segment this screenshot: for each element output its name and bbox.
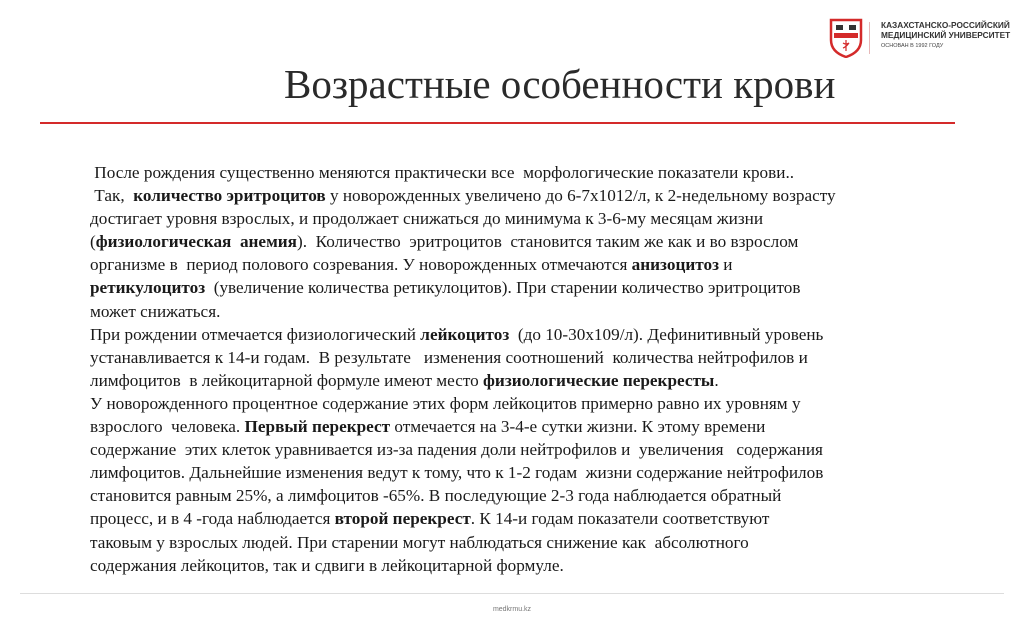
text-segment: лимфоцитов. Дальнейшие изменения ведут к тому, что к 1-2 годам жизни содержание нейтрофилов [90, 463, 824, 483]
text-segment: таковым у взрослых людей. При старении могут наблюдаться снижение как абсолютного [90, 532, 749, 552]
bold-term: ретикулоцитоз [90, 278, 206, 298]
text-line [90, 392, 836, 415]
text-segment: достигает уровня взрослых, и продолжает снижаться до минимума к 3-6-му месяцам жизни [90, 209, 764, 229]
text-segment: . [714, 370, 719, 390]
slide-title: Возрастные особенности крови [284, 61, 836, 107]
text-segment: взрослого человека. [90, 417, 245, 437]
bold-term: физиологические перекресты [483, 370, 715, 390]
title-underline [40, 122, 955, 124]
footer-url: medkrmu.kz [492, 606, 532, 613]
university-founded: ОСНОВАН В 1992 ГОДУ [881, 43, 944, 49]
text-line [90, 438, 836, 461]
text-segment: и [718, 255, 733, 275]
text-line [90, 230, 836, 253]
text-line [90, 253, 836, 276]
bold-term: лейкоцитоз [420, 324, 510, 344]
text-segment: (увеличение количества ретикулоцитов). При старении количество эритроцитов [205, 278, 801, 298]
text-segment: содержание этих клеток уравнивается из-за падения доли нейтрофилов и увеличения содержания [90, 440, 823, 460]
text-segment: устанавливается к 14-и годам. В результате изменения соотношений количества нейтрофилов и [90, 347, 808, 367]
text-line [90, 346, 836, 369]
university-name-line2: МЕДИЦИНСКИЙ УНИВЕРСИТЕТ [881, 29, 1011, 40]
text-segment: лимфоцитов в лейкоцитарной формуле имеют место [90, 370, 484, 390]
text-segment: Так, [90, 186, 134, 206]
text-segment: (до 10-30х109/л). Дефинитивный уровень [509, 324, 824, 344]
text-segment: может снижаться. [90, 301, 221, 321]
text-line [90, 484, 836, 507]
university-name-line1: КАЗАХСТАНСКО-РОССИЙСКИЙ [881, 20, 1010, 30]
text-line [90, 300, 836, 323]
bold-term: физиологическая анемия [95, 232, 297, 252]
text-line [90, 184, 836, 207]
text-segment: организме в период полового созревания. У новорожденных отмечаются [90, 255, 632, 275]
bold-term: анизоцитоз [631, 255, 719, 275]
text-line [90, 507, 836, 530]
text-segment: процесс, и в 4 -года наблюдается [90, 509, 335, 529]
text-segment: содержания лейкоцитов, так и сдвиги в лейкоцитарной формуле. [90, 555, 564, 575]
footer-divider [20, 593, 1004, 594]
text-line [90, 554, 836, 577]
text-segment: отмечается на 3-4-е сутки жизни. К этому времени [390, 417, 766, 437]
text-line [90, 161, 836, 184]
text-line [90, 207, 836, 230]
logo-divider [869, 22, 870, 54]
text-line [90, 369, 836, 392]
text-segment: . К 14-и годам показатели соответствуют [470, 509, 770, 529]
text-segment: ( [90, 232, 96, 252]
text-line [90, 531, 836, 554]
text-line [90, 276, 836, 299]
text-line [90, 461, 836, 484]
university-name [881, 21, 1010, 40]
bold-term: количество эритроцитов [133, 186, 326, 206]
bold-term: второй перекрест [334, 509, 471, 529]
text-segment: При рождении отмечается физиологический [90, 324, 421, 344]
body-text [90, 161, 836, 577]
text-segment: у новорожденных увеличено до 6-7х1012/л, к 2-недельному возрасту [325, 186, 836, 206]
text-segment: ). Количество эритроцитов становится таким же как и во взрослом [296, 232, 799, 252]
text-line [90, 415, 836, 438]
text-segment: становится равным 25%, а лимфоцитов -65%. В последующие 2-3 года наблюдается обратный [90, 486, 782, 506]
bold-term: Первый перекрест [244, 417, 391, 437]
text-segment: После рождения существенно меняются практически все морфологические показатели крови.. [90, 163, 795, 182]
university-logo-icon [828, 18, 864, 58]
text-line [90, 323, 836, 346]
text-segment: У новорожденного процентное содержание этих форм лейкоцитов примерно равно их уровням у [90, 393, 801, 413]
